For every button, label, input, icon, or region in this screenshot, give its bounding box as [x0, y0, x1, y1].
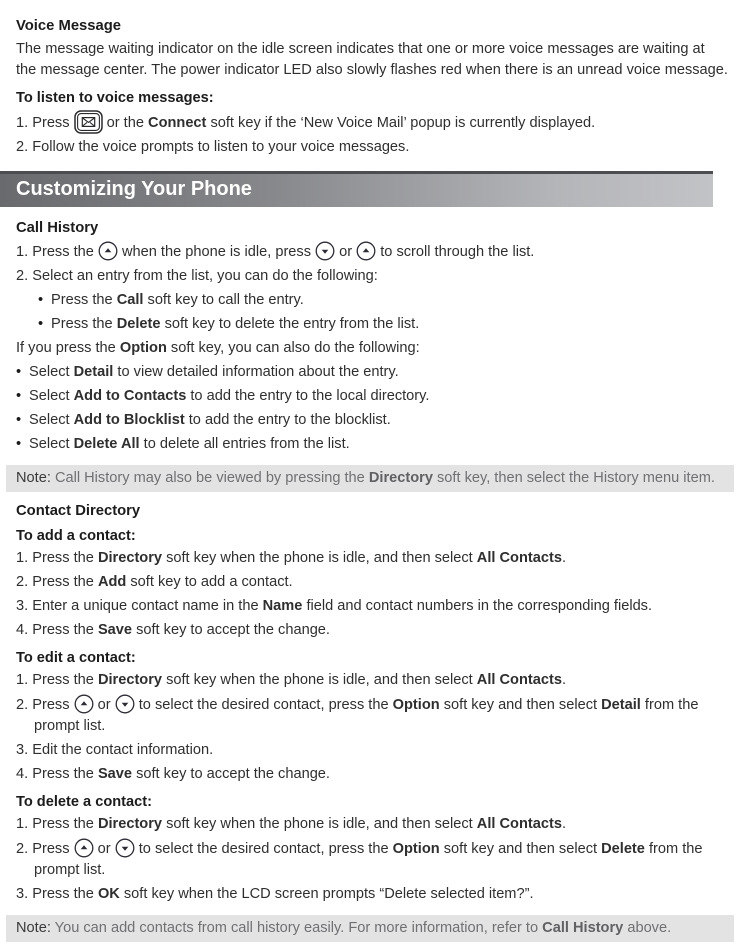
delete-contact-step-3-text: soft key when the LCD screen prompts “Delete selected item?”.: [119, 886, 534, 902]
call-history-bullet-call: [38, 290, 728, 311]
contact-directory-note-text: Note:: [16, 920, 51, 936]
option-bullet-add-blocklist-text: Select: [29, 412, 74, 428]
option-bullet-detail: [16, 362, 728, 383]
scroll-down-icon: [315, 241, 335, 261]
call-history-heading: [16, 220, 728, 236]
listen-step-1-text: or the: [102, 115, 149, 131]
option-paragraph-text: If you press the: [16, 340, 120, 356]
delete-contact-step-2-text: or: [93, 841, 115, 857]
listen-step-1: [16, 110, 728, 134]
edit-contact-step-1: [16, 670, 728, 691]
add-contact-step-1-text: Directory: [97, 550, 163, 566]
delete-contact-step-2: [16, 838, 728, 881]
edit-contact-step-1-text: soft key when the phone is idle, and then select: [162, 672, 477, 688]
delete-contact-step-2-text: 2. Press: [16, 841, 74, 857]
edit-contact-step-3: [16, 740, 728, 761]
voice-message-paragraph-text: The message waiting indicator on the idle screen indicates that one or more voice messages are waiting at the message center. The power indicator LED also slowly flashes red when there is an unread voice message.: [16, 41, 728, 78]
contact-directory-note-text: You can add contacts from call history easily. For more information, refer to: [50, 920, 543, 936]
option-bullet-delete-all: [16, 434, 728, 455]
edit-contact-step-4-text: 4. Press the: [16, 766, 98, 782]
edit-contact-subheading: [16, 650, 728, 666]
add-contact-subheading-text: To add a contact:: [16, 528, 136, 544]
add-contact-step-1-text: .: [561, 550, 566, 566]
listen-step-2-text: 2. Follow the voice prompts to listen to your voice messages.: [16, 139, 410, 155]
call-history-note-text: Note:: [16, 470, 51, 486]
option-bullet-detail-text: to view detailed information about the entry.: [113, 364, 399, 380]
call-history-note-text: Call History may also be viewed by pressing the: [50, 470, 369, 486]
call-history-step-1-text: when the phone is idle, press: [117, 244, 316, 260]
listen-voice-messages-subheading: [16, 90, 728, 106]
edit-contact-step-3-text: 3. Edit the contact information.: [16, 742, 214, 758]
edit-contact-step-2-text: or: [93, 697, 115, 713]
contact-directory-note-text: Call History: [542, 920, 624, 936]
option-bullet-detail-text: Detail: [73, 364, 114, 380]
listen-step-1-text: 1. Press: [16, 115, 74, 131]
delete-contact-step-1: [16, 814, 728, 835]
call-history-bullet-delete-text: soft key to delete the entry from the list.: [160, 316, 420, 332]
edit-contact-step-2-text: from the prompt list.: [34, 697, 699, 734]
call-history-step-1-text: or: [335, 244, 357, 260]
contact-directory-heading-text: Contact Directory: [16, 503, 141, 519]
edit-contact-subheading-text: To edit a contact:: [16, 650, 136, 666]
option-paragraph: [16, 338, 728, 359]
call-history-step-2: [16, 266, 728, 287]
voice-message-heading: [16, 18, 728, 34]
option-bullet-add-contacts-text: Add to Contacts: [73, 388, 187, 404]
delete-contact-step-1-text: Directory: [97, 816, 163, 832]
delete-contact-subheading-text: To delete a contact:: [16, 794, 152, 810]
call-history-note: [6, 465, 734, 492]
add-contact-step-1-text: 1. Press the: [16, 550, 98, 566]
edit-contact-step-1-text: .: [561, 672, 566, 688]
add-contact-step-2-text: Add: [97, 574, 127, 590]
delete-contact-step-1-text: soft key when the phone is idle, and then select: [162, 816, 477, 832]
call-history-step-1-text: to scroll through the list.: [376, 244, 535, 260]
delete-contact-step-2-text: from the prompt list.: [34, 841, 703, 878]
add-contact-step-3-text: 3. Enter a unique contact name in the: [16, 598, 263, 614]
call-history-bullet-call-text: Call: [116, 292, 144, 308]
add-contact-step-2: [16, 572, 728, 593]
edit-contact-step-2-text: Detail: [601, 697, 641, 713]
message-key-icon: [74, 110, 103, 134]
call-history-bullet-call-text: Press the: [51, 292, 117, 308]
customizing-banner: [0, 171, 713, 207]
option-bullet-add-contacts-text: Select: [29, 388, 74, 404]
add-contact-step-4-text: soft key to accept the change.: [132, 622, 330, 638]
edit-contact-step-4-text: soft key to accept the change.: [132, 766, 330, 782]
option-bullet-add-blocklist-text: Add to Blocklist: [73, 412, 185, 428]
edit-contact-step-1-text: All Contacts: [476, 672, 562, 688]
delete-contact-step-3: [16, 884, 728, 905]
option-bullet-delete-all-text: Select: [29, 436, 74, 452]
listen-step-1-text: Connect: [148, 115, 207, 131]
add-contact-step-1: [16, 548, 728, 569]
call-history-step-2-text: 2. Select an entry from the list, you can do the following:: [16, 268, 378, 284]
edit-contact-step-2-text: to select the desired contact, press the: [134, 697, 393, 713]
option-bullet-detail-text: Select: [29, 364, 74, 380]
scroll-down-icon: [115, 838, 135, 858]
delete-contact-step-3-text: OK: [97, 886, 120, 902]
add-contact-step-1-text: All Contacts: [476, 550, 562, 566]
delete-contact-step-2-text: soft key and then select: [439, 841, 602, 857]
voice-message-heading-text: Voice Message: [16, 18, 122, 34]
scroll-up-icon: [74, 838, 94, 858]
delete-contact-step-1-text: All Contacts: [476, 816, 562, 832]
contact-directory-heading: [16, 503, 728, 519]
edit-contact-step-2: [16, 694, 728, 737]
add-contact-subheading: [16, 528, 728, 544]
contact-directory-note: [6, 915, 734, 942]
option-bullet-add-blocklist-text: to add the entry to the blocklist.: [184, 412, 391, 428]
call-history-bullet-call-text: soft key to call the entry.: [143, 292, 304, 308]
call-history-note-text: soft key, then select the History menu item.: [432, 470, 715, 486]
call-history-bullet-delete: [38, 314, 728, 335]
call-history-step-1-text: 1. Press the: [16, 244, 98, 260]
add-contact-step-3-text: field and contact numbers in the corresponding fields.: [302, 598, 653, 614]
delete-contact-step-3-text: 3. Press the: [16, 886, 98, 902]
delete-contact-step-2-text: to select the desired contact, press the: [134, 841, 393, 857]
option-bullet-delete-all-text: to delete all entries from the list.: [139, 436, 350, 452]
call-history-bullet-delete-text: Press the: [51, 316, 117, 332]
add-contact-step-4: [16, 620, 728, 641]
edit-contact-step-4: [16, 764, 728, 785]
listen-voice-messages-subheading-text: To listen to voice messages:: [16, 90, 214, 106]
listen-step-2: [16, 137, 728, 158]
add-contact-step-3: [16, 596, 728, 617]
delete-contact-step-1-text: .: [561, 816, 566, 832]
customizing-banner-text: Customizing Your Phone: [16, 178, 252, 200]
add-contact-step-2-text: 2. Press the: [16, 574, 98, 590]
add-contact-step-2-text: soft key to add a contact.: [126, 574, 293, 590]
edit-contact-step-4-text: Save: [97, 766, 133, 782]
edit-contact-step-2-text: soft key and then select: [439, 697, 602, 713]
add-contact-step-1-text: soft key when the phone is idle, and then select: [162, 550, 477, 566]
edit-contact-step-2-text: Option: [392, 697, 440, 713]
option-bullet-add-contacts-text: to add the entry to the local directory.: [186, 388, 430, 404]
delete-contact-step-2-text: Option: [392, 841, 440, 857]
delete-contact-step-1-text: 1. Press the: [16, 816, 98, 832]
voice-message-paragraph: [16, 39, 728, 81]
scroll-up-icon: [356, 241, 376, 261]
scroll-up-icon: [98, 241, 118, 261]
option-bullet-delete-all-text: Delete All: [73, 436, 140, 452]
listen-step-1-text: soft key if the ‘New Voice Mail’ popup is currently displayed.: [206, 115, 596, 131]
scroll-up-icon: [74, 694, 94, 714]
edit-contact-step-2-text: 2. Press: [16, 697, 74, 713]
option-paragraph-text: Option: [119, 340, 167, 356]
option-bullet-add-blocklist: [16, 410, 728, 431]
add-contact-step-4-text: 4. Press the: [16, 622, 98, 638]
scroll-down-icon: [115, 694, 135, 714]
call-history-bullet-delete-text: Delete: [116, 316, 161, 332]
edit-contact-step-1-text: 1. Press the: [16, 672, 98, 688]
add-contact-step-4-text: Save: [97, 622, 133, 638]
edit-contact-step-1-text: Directory: [97, 672, 163, 688]
delete-contact-subheading: [16, 794, 728, 810]
option-paragraph-text: soft key, you can also do the following:: [166, 340, 420, 356]
option-bullet-add-contacts: [16, 386, 728, 407]
call-history-note-text: Directory: [368, 470, 433, 486]
add-contact-step-3-text: Name: [262, 598, 303, 614]
call-history-step-1: [16, 241, 728, 263]
call-history-heading-text: Call History: [16, 220, 99, 236]
contact-directory-note-text: above.: [623, 920, 672, 936]
delete-contact-step-2-text: Delete: [601, 841, 645, 857]
